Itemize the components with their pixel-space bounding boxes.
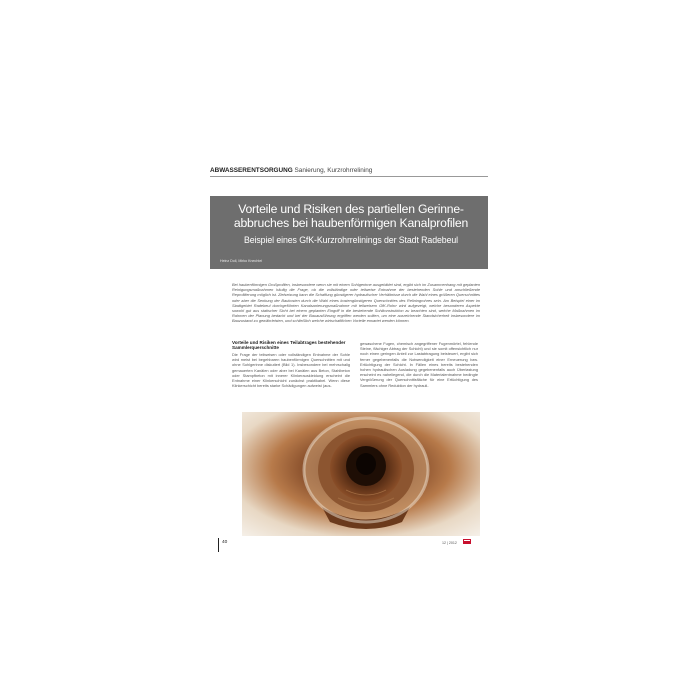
section-subtopic: Sanierung, Kurzrohrrelining bbox=[294, 167, 373, 174]
article-intro: Bei haubenförmigen Großprofilen, insbesondere wenn sie mit einem Sohlgerinne ausgebildet sind, ergibt sich im Zusammenhang mit geplanten Reinigungsmaßnahmen häufig die Frage, ob die vollständige oder teilweise Entnahme der bestehenden Sohle und anschließende Reprofilierung möglich ist. Zielsetzung kann die Schaffung günstigerer hydraulischer Verhältnisse durch die Wahl eines größeren Querschnittes oder aber die Senkung der Baukosten durch die Wahl eines kostengünstigeren Querschnittes des Reliningrohres sein. Am Beispiel einer im Stadtgebiet Radebeul durchgeführten Kanalsanierungsmaßnahme mit teilweisem GfK-Rohrr wird aufgezeigt, welche besonderen Aspekte sowohl gut aus statischer Sicht bei einem geplanten Eingriff in die bestehende Sohlkonstruktion zu beachten sind, welche Maßnahmen im Rahmen der Planung bedacht und bei der Bauausführung ergriffen werden sollten, um eine ausreichende Standsicherheit insbesondere im Bauzustand zu gewährleisten, und schließlich welche wirtschaftlichen Vorteile erwartet werden können. bbox=[232, 282, 480, 324]
column-heading: Vorteile und Risiken eines Teilabtrages bestehender Sammlerquerschnitte bbox=[232, 340, 346, 351]
footer-rule bbox=[218, 538, 219, 552]
pipe-interior-image bbox=[242, 412, 480, 536]
sewer-pipe-photo bbox=[242, 412, 480, 536]
article-title: Vorteile und Risiken des partiellen Gerinne-abbruches bei haubenförmigen Kanalprofilen bbox=[233, 202, 469, 230]
magazine-page bbox=[210, 140, 488, 558]
article-subtitle: Beispiel eines GfK-Kurzrohrrelinings der Stadt Radebeul bbox=[243, 235, 459, 245]
section-category: ABWASSERENTSORGUNG bbox=[210, 167, 293, 174]
headline-box bbox=[210, 196, 488, 269]
left-column-text: Die Frage der teilweisen oder vollständigen Entnahme der Sohle wird meist bei begehbaren haubenförmigen Querschnitten mit und ohne Sohlgerinne diskutiert (Bild 1). Insbesondere bei mehrschalig gemauerten Kanälen oder aber bei Kanälen aus Beton, Stahlbeton oder Stampfbeton mit innerer Klinkerauskleidung erscheint die Entnahme einer Klinkerschicht zunächst praktikabel. Wenn diese Klinkerschicht bereits starke Schädigungen aufweist (aus- bbox=[232, 352, 350, 389]
right-column-text: gewaschene Fugen, chemisch angegriffener Fugenmörtel, fehlende Steine, flächiger Abtrag der Schicht) und sie somit offensichtlich nur noch einen geringen Anteil zur Lastabtragung beisteuert, ergibt sich ferner gegebenenfalls die Notwendigkeit einer Erneuerung bzw. Ertüchtigung der Schicht. In Fällen eines bereits bestehenden hohen hydraulischen Ausladung gegebenenfalls auch Überlastung erscheint es naheliegend, die durch die Materialentnahme bedingte Vergrößerung der Querschnittsfläche für eine Ertüchtigung des Sammlers ohne Reduktion der hydrauli- bbox=[360, 341, 478, 388]
page-number: 40 bbox=[222, 540, 228, 545]
section-divider bbox=[210, 176, 488, 177]
publisher-logo-icon bbox=[463, 539, 471, 544]
article-authors: Heinz Doll, Mirko Knechtel bbox=[220, 259, 263, 263]
section-tag bbox=[210, 167, 488, 174]
issue-date: 12 | 2012 bbox=[442, 541, 457, 545]
